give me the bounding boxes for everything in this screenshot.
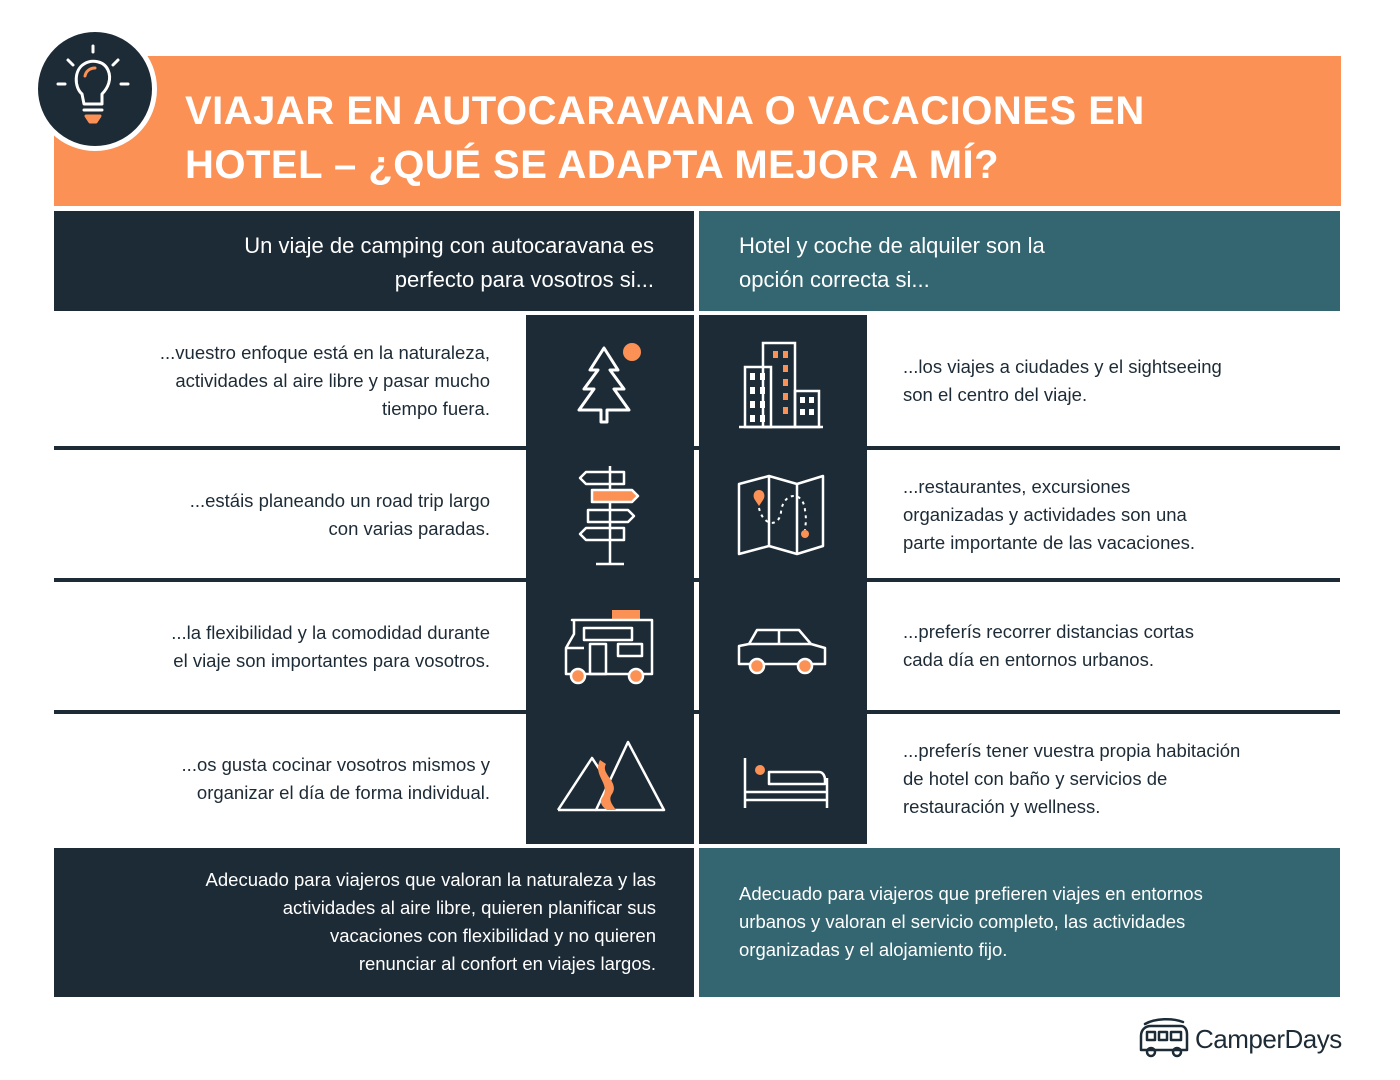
text-line: con varias paradas. (328, 518, 490, 539)
text-line: restauración y wellness. (903, 796, 1101, 817)
camper-reason-roadtrip (70, 487, 490, 543)
camper-van-icon (526, 582, 694, 710)
text-line: ...vuestro enfoque está en la naturaleza, (159, 342, 490, 363)
row-divider (54, 446, 1340, 450)
text-line: urbanos y valoran el servicio completo, las actividades (739, 911, 1186, 932)
map-tile (699, 450, 867, 578)
text-line: ...la flexibilidad y la comodidad durante (171, 622, 490, 643)
text-line: Adecuado para viajeros que valoran la naturaleza y las (205, 869, 656, 890)
hotel-reason-cities (903, 353, 1323, 409)
lightbulb-icon (38, 32, 152, 146)
hotel-reason-room (903, 737, 1323, 821)
camper-tile (526, 582, 694, 710)
camper-reason-cooking (70, 751, 490, 807)
title-line-2: HOTEL – ¿QUÉ SE ADAPTA MEJOR A MÍ? (185, 143, 1000, 187)
camper-reason-flexibility (70, 619, 490, 675)
text-line: ...los viajes a ciudades y el sightseeing (903, 356, 1222, 377)
brand-name: CamperDays (1195, 1024, 1342, 1054)
city-buildings-icon (699, 315, 867, 446)
page-title (185, 84, 1305, 192)
row-divider (54, 710, 1340, 714)
lightbulb-badge (33, 27, 157, 151)
brand-logo (1135, 1014, 1345, 1064)
text-line: organizadas y actividades son una (903, 504, 1187, 525)
text-line: ...restaurantes, excursiones (903, 476, 1131, 497)
hotel-reason-activities (903, 473, 1323, 557)
pine-tree-sun-icon (526, 315, 694, 446)
text-line: ...preferís tener vuestra propia habitación (903, 740, 1241, 761)
text-line: de hotel con baño y servicios de (903, 768, 1168, 789)
city-tile (699, 315, 867, 446)
text-line: ...estáis planeando un road trip largo (189, 490, 490, 511)
camper-column-header (54, 211, 694, 311)
signpost-icon (526, 450, 694, 578)
text-line: actividades al aire libre y pasar mucho (175, 370, 490, 391)
bed-tile (699, 714, 867, 844)
title-line-1: VIAJAR EN AUTOCARAVANA O VACACIONES EN (185, 89, 1145, 133)
camper-header-line-1: Un viaje de camping con autocaravana es (244, 233, 654, 258)
mountains-road-icon (526, 714, 694, 844)
text-line: parte importante de las vacaciones. (903, 532, 1196, 553)
hotel-summary (699, 848, 1340, 997)
camper-reason-nature (70, 339, 490, 423)
text-line: Adecuado para viajeros que prefieren viajes en entornos (739, 883, 1203, 904)
camper-header-line-2: perfecto para vosotros si... (394, 267, 654, 292)
hotel-column-header (699, 211, 1340, 311)
text-line: organizar el día de forma individual. (196, 782, 490, 803)
hotel-header-line-1: Hotel y coche de alquiler son la (739, 233, 1045, 258)
hotel-reason-short-distances (903, 618, 1323, 674)
camper-summary (54, 848, 694, 997)
text-line: organizadas y el alojamiento fijo. (739, 939, 1008, 960)
camperdays-logo-icon (1135, 1014, 1193, 1064)
text-line: renunciar al confort en viajes largos. (358, 953, 656, 974)
text-line: ...preferís recorrer distancias cortas (903, 621, 1194, 642)
signpost-tile (526, 450, 694, 578)
text-line: tiempo fuera. (382, 398, 490, 419)
hotel-header-line-2: opción correcta si... (739, 267, 930, 292)
mountains-tile (526, 714, 694, 844)
text-line: actividades al aire libre, quieren planificar sus (282, 897, 656, 918)
text-line: son el centro del viaje. (903, 384, 1088, 405)
text-line: vacaciones con flexibilidad y no quieren (329, 925, 656, 946)
tree-tile (526, 315, 694, 446)
car-tile (699, 582, 867, 710)
text-line: el viaje son importantes para vosotros. (173, 650, 490, 671)
row-divider (54, 578, 1340, 582)
bed-icon (699, 714, 867, 844)
map-route-icon (699, 450, 867, 578)
car-icon (699, 582, 867, 710)
text-line: cada día en entornos urbanos. (903, 649, 1154, 670)
text-line: ...os gusta cocinar vosotros mismos y (181, 754, 490, 775)
